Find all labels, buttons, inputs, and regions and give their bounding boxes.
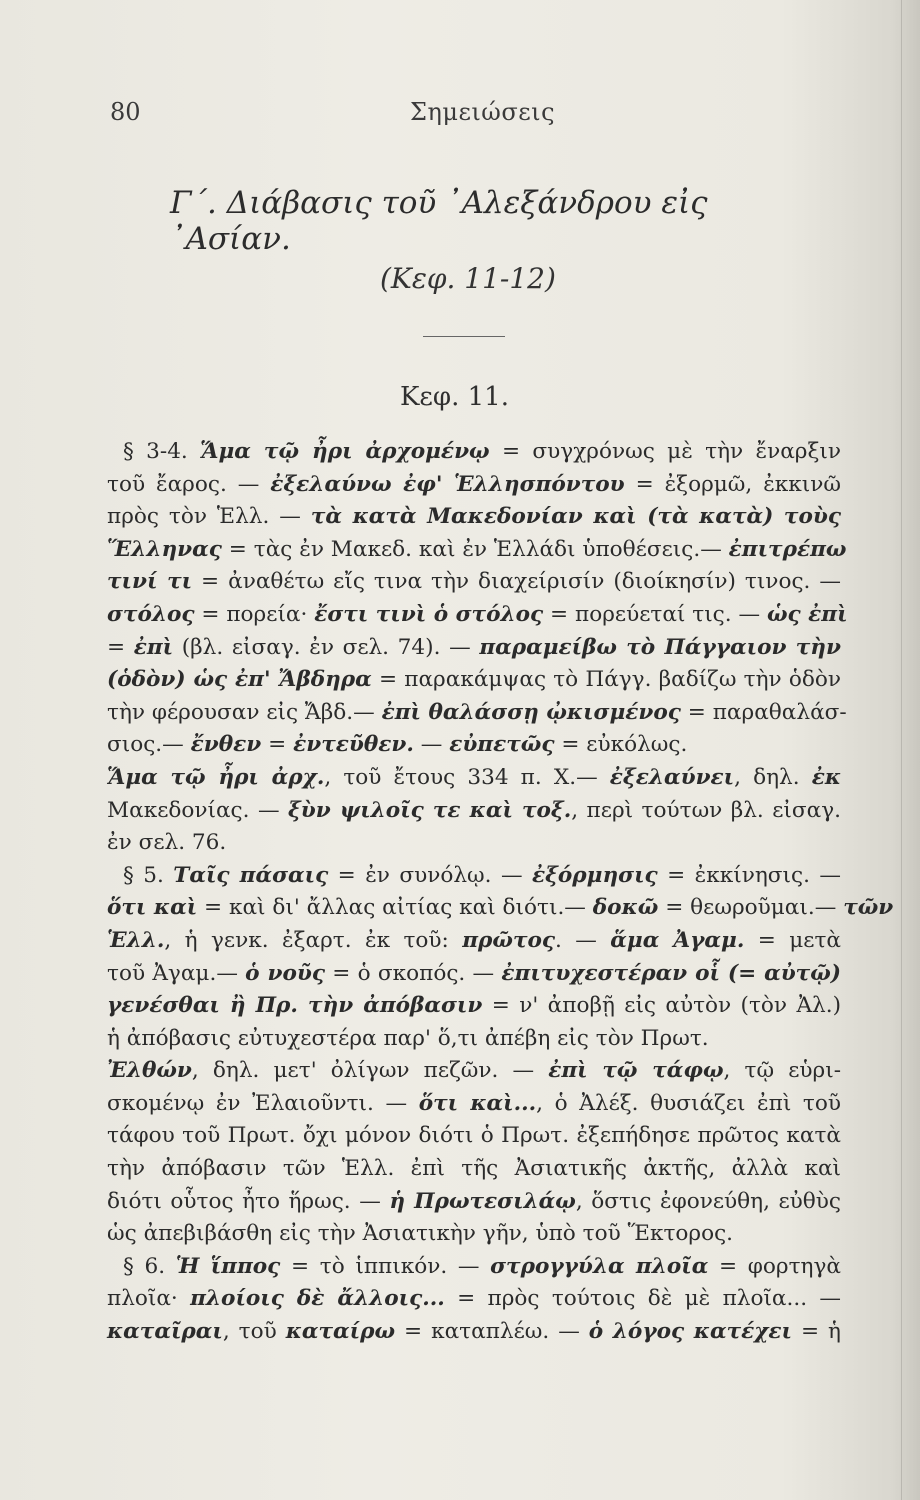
lemma-term: ἐπιτρέπω	[728, 536, 847, 562]
gloss-text: πλοῖα·	[107, 1286, 191, 1312]
text-line	[107, 566, 841, 599]
gloss-text: σκομένῳ ἐν Ἐλαιοῦντι. —	[107, 1090, 419, 1116]
gloss-text: τάφου τοῦ Πρωτ. ὄχι μόνον διότι ὁ Πρωτ. ἐξεπήδησε πρῶτος κατὰ	[107, 1123, 841, 1149]
gloss-text: = εὐκόλως.	[554, 732, 688, 758]
lemma-term: Ταῖς πάσαις	[173, 862, 329, 888]
text-line	[107, 860, 841, 893]
text-line	[107, 664, 841, 697]
gloss-text: τὴν ἀπόβασιν τῶν Ἑλλ. ἐπὶ τῆς Ἀσιατικῆς ἀκτῆς, ἀλλὰ καὶ	[107, 1156, 841, 1182]
gloss-text: , δηλ.	[734, 764, 812, 790]
lemma-term: ἔστι τινὶ ὁ στόλος	[314, 601, 544, 627]
gloss-text: , τοῦ	[222, 1319, 286, 1345]
gloss-text: = ἐν συνόλῳ. —	[328, 862, 532, 888]
gloss-text: , τῷ εὑρι-	[723, 1058, 841, 1084]
text-line	[107, 1153, 841, 1186]
lemma-term: Ἐλθών	[107, 1058, 192, 1084]
lemma-term: Ἕλληνας	[107, 536, 222, 562]
text-line	[107, 1218, 841, 1251]
gloss-text: σιος.—	[107, 732, 191, 758]
gloss-text: , ὁ Ἀλέξ. θυσιάζει ἐπὶ τοῦ	[536, 1090, 841, 1116]
gloss-text: = συγχρόνως μὲ τὴν ἔναρξιν	[489, 439, 841, 464]
lemma-term: Ἅμα τῷ ἦρι ἀρχομένῳ	[200, 439, 490, 464]
page-header	[110, 98, 800, 138]
lemma-term: ξὺν ψιλοῖς τε καὶ τοξ.	[288, 797, 572, 823]
gloss-text: τοῦ Ἀγαμ.—	[107, 960, 246, 986]
text-line	[107, 925, 841, 958]
chapter-heading: Κεφ. 11.	[400, 382, 509, 412]
lemma-term: ἐντεῦθεν.	[293, 732, 414, 758]
gloss-text: Μακεδονίας. —	[107, 797, 289, 823]
lemma-term: πρῶτος	[462, 927, 556, 953]
lemma-term: ἐπὶ θαλάσσῃ ᾠκισμένος	[381, 699, 681, 725]
gloss-text: τὴν φέρουσαν εἰς Ἄβδ.—	[107, 699, 382, 725]
lemma-term: ἐξελαύνω ἐφ' Ἑλλησπόντου	[270, 471, 625, 497]
gloss-text: , δηλ. μετ' ὀλίγων πεζῶν. —	[191, 1058, 549, 1084]
text-line	[107, 1186, 841, 1219]
gloss-text: = μετὰ	[744, 927, 841, 953]
lemma-term: ἐπὶ	[133, 634, 174, 660]
lemma-term: ἅμα Ἀγαμ.	[610, 927, 745, 953]
gloss-text: , τοῦ ἔτους 334 π. Χ.—	[324, 764, 610, 790]
lemma-term: (ὁδὸν) ὡς ἐπ' Ἄβδηρα	[107, 667, 372, 693]
text-line	[107, 501, 841, 534]
text-line	[107, 958, 841, 991]
lemma-term: στόλος	[107, 601, 195, 627]
chapter-range: (Κεφ. 11-12)	[380, 262, 556, 295]
notes-body	[107, 436, 894, 1349]
text-line	[107, 1120, 841, 1153]
text-line	[107, 990, 841, 1023]
gloss-text: τοῦ ἔαρος. —	[107, 471, 271, 497]
lemma-term: ἡ Πρωτεσιλάῳ	[389, 1188, 576, 1214]
lemma-term: ἐπὶ τῷ τάφῳ	[548, 1058, 724, 1084]
section-title: Γ΄. Διάβασις τοῦ ᾿Αλεξάνδρου εἰς ᾿Ασίαν.	[170, 185, 708, 257]
gloss-text: = φορτηγὰ	[708, 1253, 841, 1279]
lemma-term: πλοίοις δὲ ἄλλοις...	[190, 1286, 445, 1312]
lemma-term: Ἅμα τῷ ἦρι ἀρχ.	[107, 764, 325, 790]
gloss-text: = ἀναθέτω εἴς τινα τὴν διαχείρισίν (διοίκησίν) τινος. —	[192, 569, 841, 595]
gloss-text: = ἐξορμῶ, ἐκκινῶ	[624, 471, 841, 497]
gloss-text: = τὰς ἐν Μακεδ. καὶ ἐν Ἑλλάδι ὑποθέσεις.—	[221, 536, 729, 562]
page-number: 80	[110, 98, 141, 126]
lemma-term: ἐκ	[811, 764, 842, 790]
divider	[423, 336, 505, 337]
text-line	[107, 1088, 841, 1121]
gloss-text: πρὸς τὸν Ἑλλ. —	[107, 504, 311, 530]
text-line	[107, 632, 841, 665]
gloss-text: ἐν σελ. 76.	[107, 830, 227, 856]
lemma-term: ὁ λόγος κατέχει	[588, 1319, 793, 1345]
gloss-text: =	[261, 732, 294, 758]
gloss-text: = καταπλέω. —	[395, 1319, 589, 1345]
gloss-text: διότι οὗτος ἦτο ἥρως. —	[107, 1188, 390, 1214]
gloss-text: = πρὸς τούτοις δὲ μὲ πλοῖα... —	[444, 1286, 841, 1312]
gloss-text: = πορεύεταί τις. —	[543, 601, 767, 627]
text-line	[107, 762, 841, 795]
gloss-text: § 3-4.	[123, 439, 201, 464]
gloss-text: , περὶ τούτων βλ. εἰσαγ.	[571, 797, 841, 823]
page-edge-shadow	[901, 0, 902, 1500]
text-line	[107, 1283, 841, 1316]
lemma-term: ἐξελαύνει	[609, 764, 735, 790]
lemma-term: Ἑλλ.	[107, 927, 165, 953]
text-line	[107, 1055, 841, 1088]
lemma-term: τῶν	[843, 895, 894, 921]
lemma-term: Ἡ ἵππος	[175, 1253, 281, 1279]
lemma-term: ὁ νοῦς	[245, 960, 326, 986]
gloss-text: § 6.	[123, 1253, 176, 1279]
text-line	[107, 469, 841, 502]
text-line	[107, 534, 847, 567]
gloss-text: = πορεία·	[194, 601, 315, 627]
gloss-text: = ἡ	[792, 1319, 841, 1345]
text-line	[107, 697, 847, 730]
gloss-text: = τὸ ἱππικόν. —	[280, 1253, 491, 1279]
gloss-text: =	[107, 634, 134, 660]
text-line	[107, 1023, 841, 1056]
text-line	[107, 729, 841, 762]
gloss-text: —	[413, 732, 450, 758]
lemma-term: εὐπετῶς	[449, 732, 555, 758]
running-head: Σημειώσεις	[410, 98, 556, 126]
lemma-term: καταῖραι	[107, 1319, 223, 1345]
text-line	[107, 1251, 841, 1284]
text-line	[107, 892, 894, 925]
gloss-text: , ὅστις ἐφονεύθη, εὐθὺς	[575, 1188, 842, 1214]
gloss-text: = παρακάμψας τὸ Πάγγ. βαδίζω τὴν ὁδὸν	[371, 667, 842, 693]
text-line	[107, 599, 848, 632]
gloss-text: = θεωροῦμαι.—	[658, 895, 844, 921]
gloss-text: = παραθαλάσ-	[680, 699, 847, 725]
lemma-term: ὡς ἐπὶ	[766, 601, 848, 627]
text-line	[107, 436, 841, 469]
gloss-text: . —	[555, 927, 611, 953]
gloss-text: § 5.	[123, 862, 174, 888]
lemma-term: γενέσθαι ἢ Πρ. τὴν ἀπόβασιν	[107, 993, 483, 1019]
lemma-term: ὅτι καὶ...	[418, 1090, 537, 1116]
text-line	[107, 795, 841, 828]
lemma-term: τὰ κατὰ Μακεδονίαν καὶ (τὰ κατὰ) τοὺς	[310, 504, 842, 530]
lemma-term: ἐξόρμησις	[531, 862, 658, 888]
gloss-text: ὡς ἀπεβιβάσθη εἰς τὴν Ἀσιατικὴν γῆν, ὑπὸ τοῦ Ἕκτορος.	[107, 1221, 734, 1247]
gloss-text: , ἡ γενκ. ἐξαρτ. ἐκ τοῦ:	[164, 927, 463, 953]
gloss-text: = ὁ σκοπός. —	[325, 960, 502, 986]
lemma-term: καταίρω	[285, 1319, 396, 1345]
text-line	[107, 827, 841, 860]
lemma-term: ἔνθεν	[190, 732, 262, 758]
text-line	[107, 1316, 841, 1349]
lemma-term: παραμείβω τὸ Πάγγαιον τὴν	[479, 634, 841, 660]
gloss-text: = καὶ δι' ἄλλας αἰτίας καὶ διότι.—	[197, 895, 593, 921]
lemma-term: δοκῶ	[592, 895, 659, 921]
gloss-text: ἡ ἀπόβασις εὐτυχεστέρα παρ' ὅ,τι ἀπέβη εἰς τὸν Πρωτ.	[107, 1025, 709, 1051]
gloss-text: (βλ. εἰσαγ. ἐν σελ. 74). —	[173, 634, 480, 660]
gloss-text: = ἐκκίνησις. —	[657, 862, 841, 888]
lemma-term: τινί τι	[107, 569, 193, 595]
gloss-text: = ν' ἀποβῇ εἰς αὐτὸν (τὸν Ἀλ.)	[482, 993, 842, 1019]
lemma-term: ὅτι καὶ	[107, 895, 198, 921]
lemma-term: ἐπιτυχεστέραν οἷ (= αὐτῷ)	[501, 960, 841, 986]
lemma-term: στρογγύλα πλοῖα	[490, 1253, 709, 1279]
